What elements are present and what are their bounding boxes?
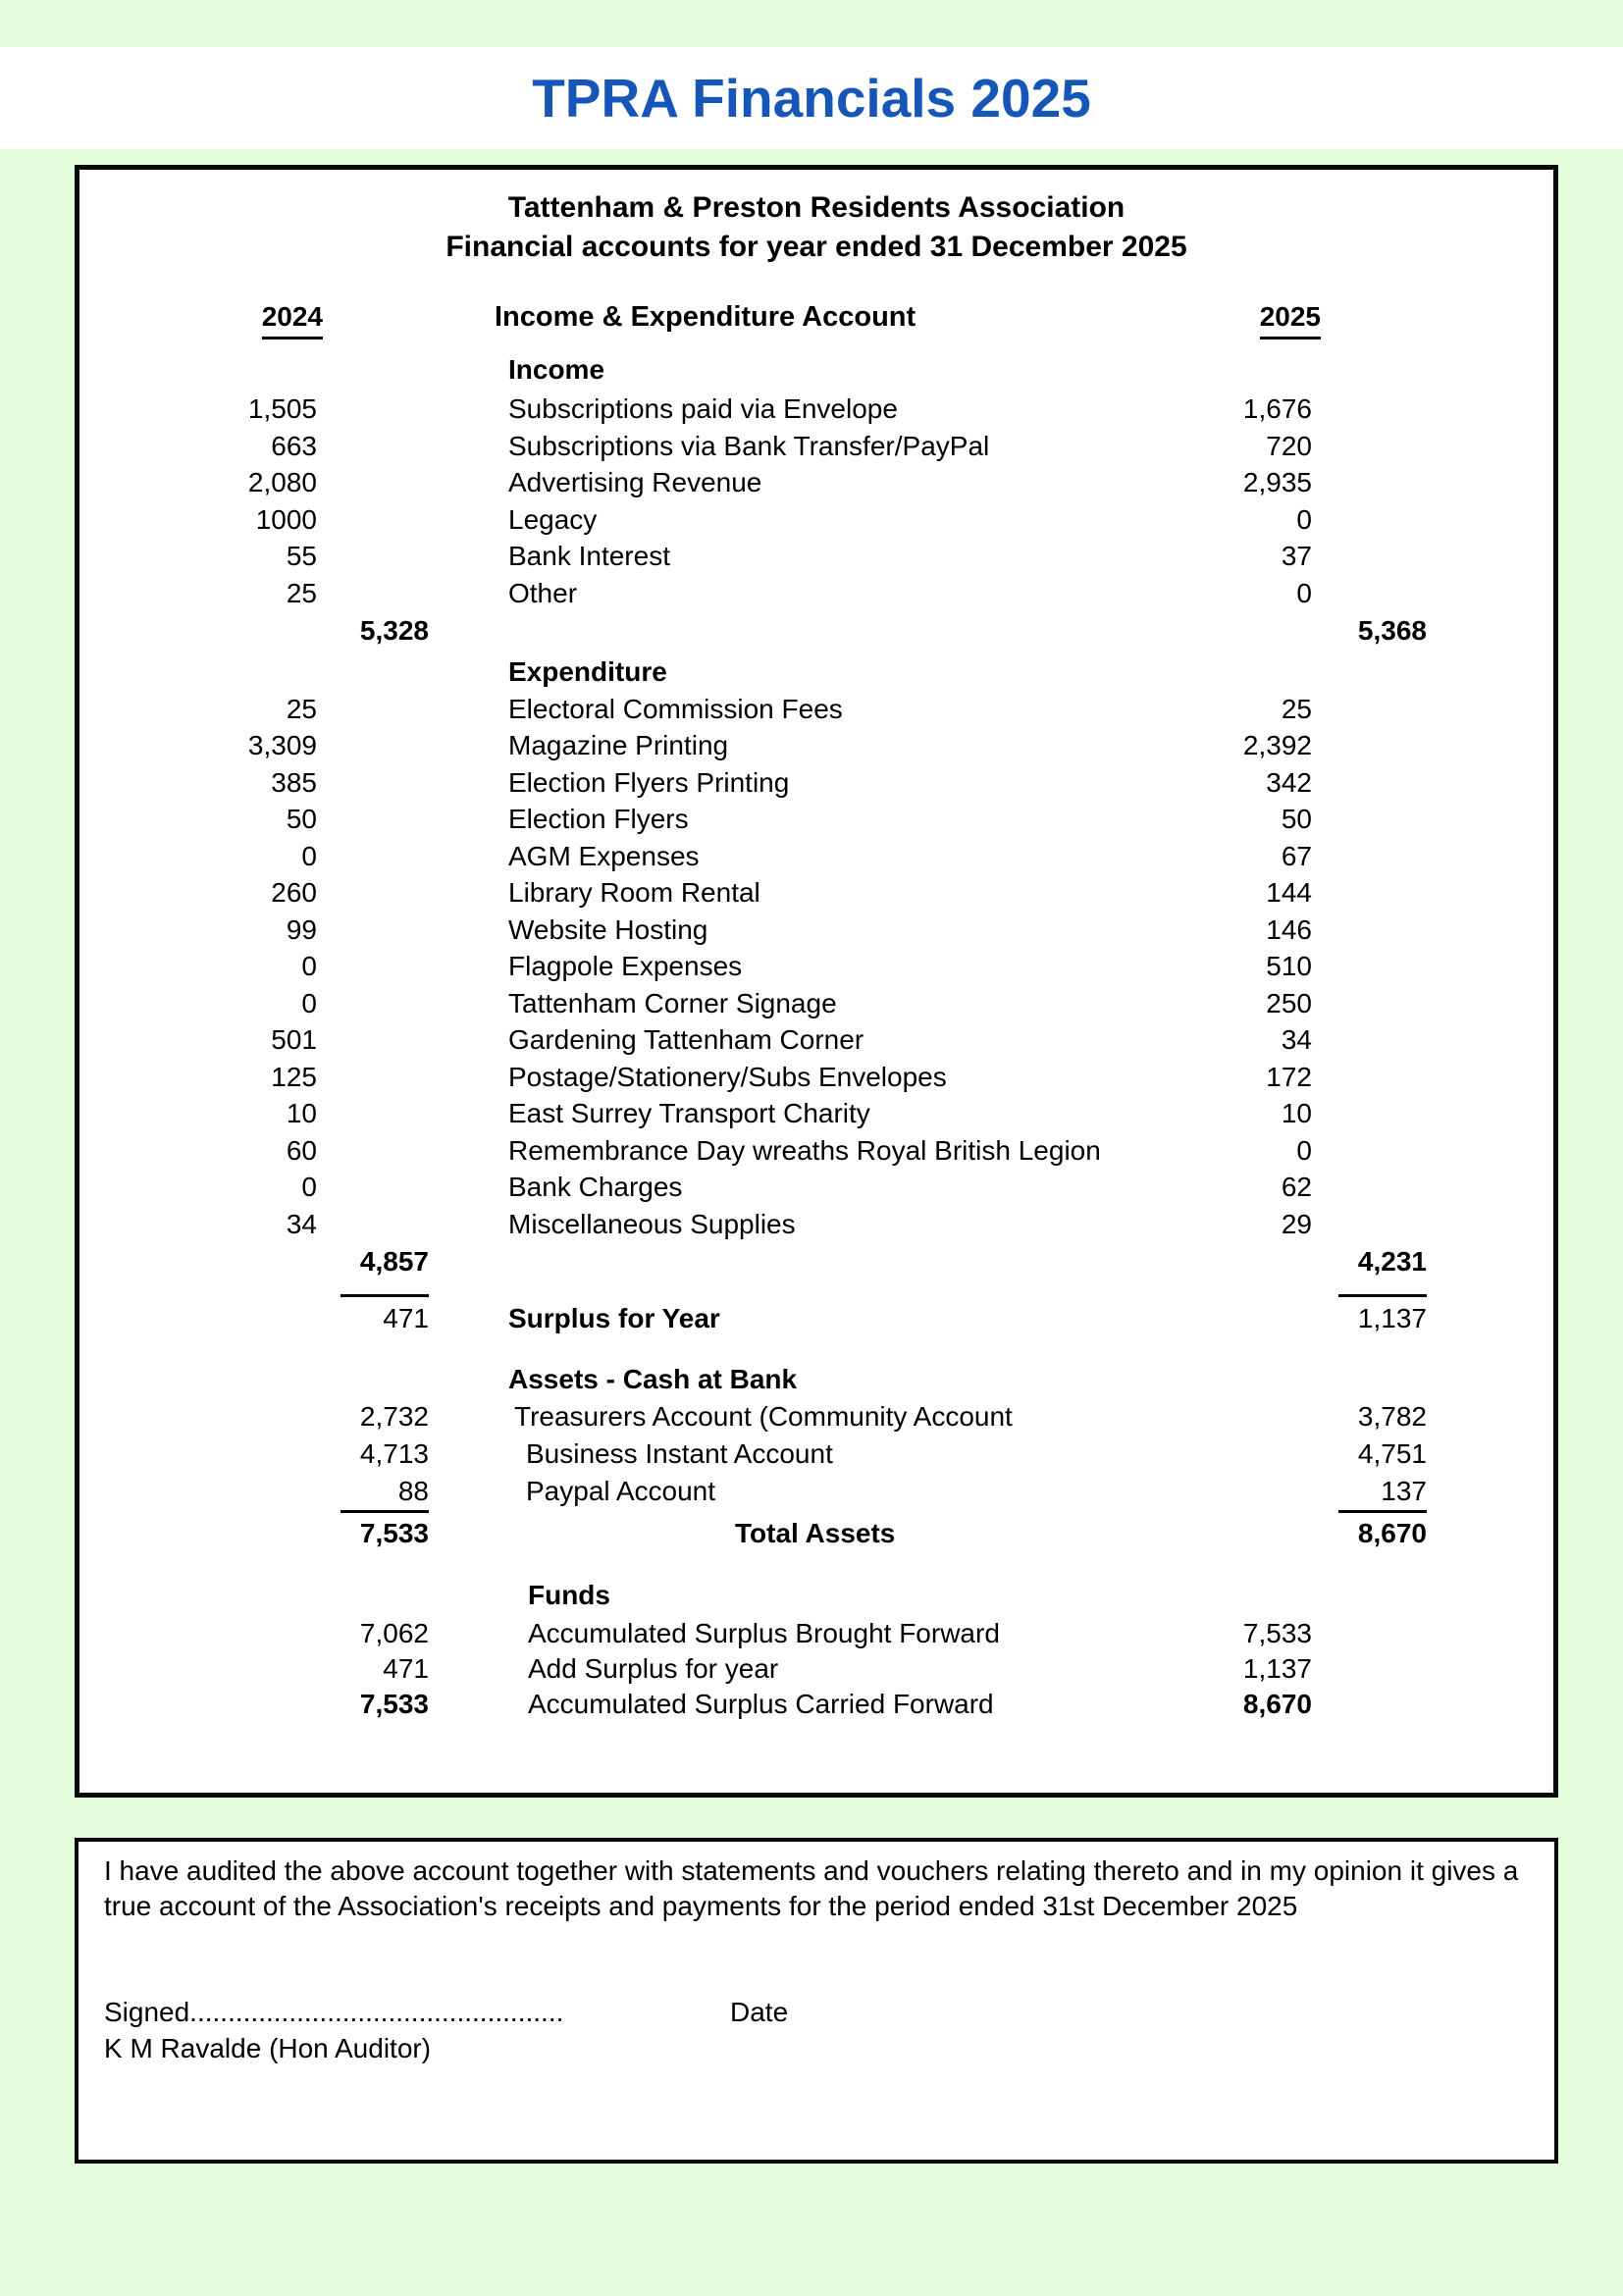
value-2025: 10: [1281, 1098, 1312, 1128]
income-total-2025: 5,368: [1357, 615, 1427, 646]
value-2025: 250: [1266, 988, 1312, 1018]
row-label: Business Instant Account: [526, 1438, 833, 1469]
expenditure-row: [79, 727, 1553, 764]
value-2024: 25: [286, 694, 317, 724]
row-label: Election Flyers: [508, 804, 689, 834]
value-2024: 34: [286, 1209, 317, 1239]
funds-row: [79, 1615, 1553, 1652]
asset-row: [79, 1398, 1553, 1435]
value-2025: 2,935: [1242, 467, 1312, 497]
column-header-row: [79, 298, 1553, 336]
value-2024: 2,080: [247, 467, 317, 497]
statement-subtitle: Financial accounts for year ended 31 December 2025: [445, 231, 1187, 263]
page-title: TPRA Financials 2025: [532, 68, 1091, 129]
value-2025: 146: [1266, 914, 1312, 945]
signed-line: Signed.................................................: [104, 1997, 564, 2027]
value-2025: 7,533: [1242, 1618, 1312, 1648]
value-2024: 10: [286, 1098, 317, 1128]
expenditure-row: [79, 838, 1553, 875]
income-row: [79, 464, 1553, 501]
income-row: [79, 538, 1553, 575]
value-2024: 385: [271, 767, 317, 798]
funds-heading-row: [79, 1577, 1553, 1614]
value-2025: 0: [1296, 504, 1312, 535]
funds-row: [79, 1650, 1553, 1688]
surplus-row: [79, 1300, 1553, 1337]
value-2025: 29: [1281, 1209, 1312, 1239]
org-name-row: [79, 189, 1553, 227]
surplus-2024: 471: [383, 1303, 429, 1333]
row-label: Magazine Printing: [508, 730, 729, 760]
value-2024: 60: [286, 1135, 317, 1166]
value-2024: 260: [271, 877, 317, 908]
row-label: Subscriptions paid via Envelope: [508, 393, 898, 424]
income-row: [79, 391, 1553, 428]
value-2024: 0: [301, 841, 317, 871]
row-label: Gardening Tattenham Corner: [508, 1024, 864, 1055]
value-2025: 67: [1281, 841, 1312, 871]
title-band: [0, 47, 1623, 149]
value-2025: 0: [1296, 1135, 1312, 1166]
value-2025: 34: [1281, 1024, 1312, 1055]
value-2024: 0: [301, 988, 317, 1018]
value-2024: 3,309: [247, 730, 317, 760]
row-label: Legacy: [508, 504, 598, 535]
value-2025: 1,676: [1242, 393, 1312, 424]
row-label: Remembrance Day wreaths Royal British Legion: [508, 1135, 1101, 1166]
value-2024: 2,732: [359, 1401, 429, 1432]
value-2024: 99: [286, 914, 317, 945]
funds-row: [79, 1686, 1553, 1723]
row-label: Accumulated Surplus Brought Forward: [528, 1618, 1000, 1648]
expenditure-total-rule-2024: [340, 1294, 429, 1297]
subtitle-row: [79, 229, 1553, 266]
expenditure-row: [79, 985, 1553, 1022]
expenditure-row: [79, 948, 1553, 985]
value-2025: 25: [1281, 694, 1312, 724]
assets-heading-row: [79, 1361, 1553, 1398]
expenditure-heading: Expenditure: [508, 656, 667, 687]
value-2025: 172: [1266, 1062, 1312, 1092]
total-assets-2024: 7,533: [359, 1518, 429, 1548]
value-2025: 3,782: [1357, 1401, 1427, 1432]
row-label: Tattenham Corner Signage: [508, 988, 837, 1018]
row-label: Bank Interest: [508, 541, 670, 571]
value-2024: 7,533: [359, 1689, 429, 1719]
income-total-row: [79, 612, 1553, 650]
expenditure-row: [79, 1059, 1553, 1096]
value-2025: 50: [1281, 804, 1312, 834]
year-header-2024: 2024: [262, 298, 323, 339]
expenditure-row: [79, 764, 1553, 802]
value-2024: 25: [286, 578, 317, 608]
expenditure-total-2024: 4,857: [359, 1246, 429, 1277]
income-row: [79, 575, 1553, 612]
value-2024: 1000: [255, 504, 317, 535]
account-heading: Income & Expenditure Account: [495, 301, 916, 333]
expenditure-row: [79, 1169, 1553, 1206]
date-label: Date: [730, 1997, 789, 2027]
row-label: Bank Charges: [508, 1172, 683, 1202]
expenditure-row: [79, 874, 1553, 912]
row-label: Electoral Commission Fees: [508, 694, 843, 724]
value-2024: 1,505: [247, 393, 317, 424]
value-2024: 125: [271, 1062, 317, 1092]
row-label: Library Room Rental: [508, 877, 760, 908]
value-2025: 62: [1281, 1172, 1312, 1202]
assets-heading: Assets - Cash at Bank: [508, 1364, 798, 1394]
value-2025: 2,392: [1242, 730, 1312, 760]
year-header-2025: 2025: [1260, 298, 1321, 339]
row-label: Postage/Stationery/Subs Envelopes: [508, 1062, 947, 1092]
expenditure-row: [79, 1095, 1553, 1132]
income-heading-row: [79, 351, 1553, 389]
total-assets-2025: 8,670: [1357, 1518, 1427, 1548]
row-label: Subscriptions via Bank Transfer/PayPal: [508, 431, 990, 461]
value-2025: 0: [1296, 578, 1312, 608]
row-label: Treasurers Account (Community Account: [514, 1401, 1013, 1432]
expenditure-total-2025: 4,231: [1357, 1246, 1427, 1277]
surplus-2025: 1,137: [1357, 1303, 1427, 1333]
row-label: Paypal Account: [526, 1476, 716, 1506]
expenditure-row: [79, 1132, 1553, 1170]
row-label: East Surrey Transport Charity: [508, 1098, 870, 1128]
income-row: [79, 428, 1553, 465]
row-label: Election Flyers Printing: [508, 767, 790, 798]
row-label: Flagpole Expenses: [508, 951, 743, 981]
value-2025: 1,137: [1242, 1653, 1312, 1684]
value-2025: 4,751: [1357, 1438, 1427, 1469]
value-2024: 501: [271, 1024, 317, 1055]
expenditure-row: [79, 801, 1553, 838]
total-assets-label: Total Assets: [735, 1518, 896, 1548]
expenditure-row: [79, 1021, 1553, 1059]
statement-content: [79, 170, 1553, 1793]
expenditure-row: [79, 691, 1553, 728]
row-label: Accumulated Surplus Carried Forward: [528, 1689, 994, 1719]
total-assets-row: [79, 1515, 1553, 1552]
org-name: Tattenham & Preston Residents Association: [507, 191, 1126, 224]
value-2025: 8,670: [1242, 1689, 1312, 1719]
expenditure-total-row: [79, 1243, 1553, 1280]
row-label: Add Surplus for year: [528, 1653, 779, 1684]
value-2025: 37: [1281, 541, 1312, 571]
row-label: AGM Expenses: [508, 841, 700, 871]
expenditure-heading-row: [79, 653, 1553, 691]
expenditure-total-rule-2025: [1338, 1294, 1427, 1297]
assets-rule-2024: [340, 1510, 429, 1513]
asset-row: [79, 1435, 1553, 1473]
row-label: Website Hosting: [508, 914, 708, 945]
funds-heading: Funds: [528, 1580, 610, 1610]
expenditure-row: [79, 1206, 1553, 1243]
audit-paragraph: I have audited the above account together with statements and vouchers relating thereto and in my opinion it gives a true account of the Association's receipts and payments for the period ended 31st December 2025: [104, 1855, 1519, 1921]
value-2025: 137: [1381, 1476, 1427, 1506]
value-2025: 342: [1266, 767, 1312, 798]
value-2024: 663: [271, 431, 317, 461]
value-2025: 720: [1266, 431, 1312, 461]
value-2024: 50: [286, 804, 317, 834]
value-2024: 4,713: [359, 1438, 429, 1469]
income-row: [79, 501, 1553, 539]
row-label: Advertising Revenue: [508, 467, 762, 497]
asset-row: [79, 1473, 1553, 1510]
income-total-2024: 5,328: [359, 615, 429, 646]
value-2025: 144: [1266, 877, 1312, 908]
expenditure-row: [79, 912, 1553, 949]
auditor-name: K M Ravalde (Hon Auditor): [104, 2033, 432, 2063]
value-2024: 471: [383, 1653, 429, 1684]
audit-box: [75, 1838, 1558, 2164]
value-2025: 510: [1266, 951, 1312, 981]
statement-box: [75, 165, 1558, 1798]
assets-rule-2025: [1338, 1510, 1427, 1513]
income-heading: Income: [508, 354, 605, 385]
value-2024: 88: [397, 1476, 429, 1506]
value-2024: 55: [286, 541, 317, 571]
value-2024: 0: [301, 1172, 317, 1202]
value-2024: 0: [301, 951, 317, 981]
row-label: Miscellaneous Supplies: [508, 1209, 796, 1239]
value-2024: 7,062: [359, 1618, 429, 1648]
surplus-label: Surplus for Year: [508, 1303, 720, 1333]
row-label: Other: [508, 578, 578, 608]
